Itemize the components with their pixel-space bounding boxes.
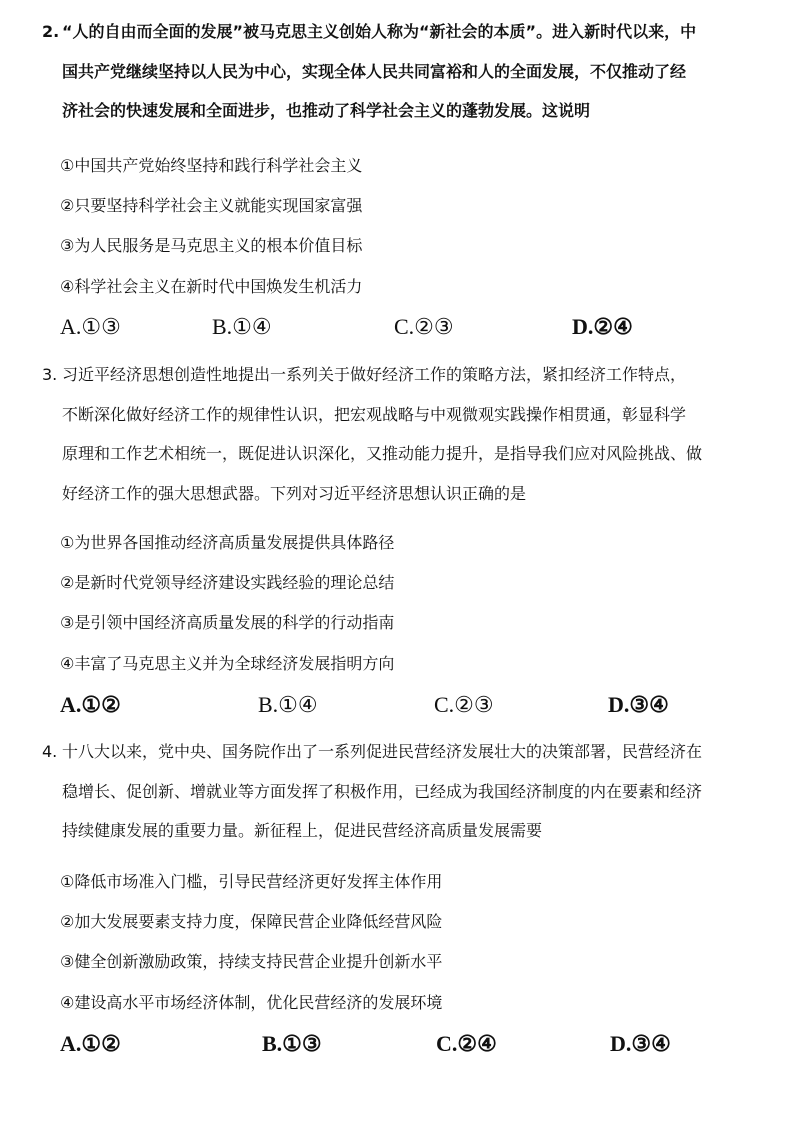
question-3-choice-d[interactable]: D.③④ xyxy=(608,692,669,717)
question-3-choices xyxy=(60,690,760,720)
question-4-choices xyxy=(60,1029,760,1059)
question-2-stem-line-1: 2. “人的自由而全面的发展”被马克思主义创始人称为“新社会的本质”。进入新时代以来，中 xyxy=(42,12,748,52)
question-4-choice-d[interactable]: D.③④ xyxy=(610,1031,671,1056)
question-3-statement-1: ①为世界各国推动经济高质量发展提供具体路径 xyxy=(60,533,395,552)
question-4-number: 4. xyxy=(42,742,58,761)
question-2-number: 2. xyxy=(42,22,60,41)
question-2-stem xyxy=(42,12,748,131)
question-3-statement-4: ④丰富了马克思主义并为全球经济发展指明方向 xyxy=(60,654,395,673)
question-4-choice-a[interactable]: A.①② xyxy=(60,1031,121,1056)
question-3-stem-line-3: 原理和工作艺术相统一，既促进认识深化，又推动能力提升，是指导我们应对风险挑战、做 xyxy=(62,444,703,463)
question-2-choices xyxy=(60,312,760,342)
question-3-stem-line-2: 不断深化做好经济工作的规律性认识，把宏观战略与中观微观实践操作相贯通，彰显科学 xyxy=(62,404,687,424)
question-4-statement-3: ③健全创新激励政策，持续支持民营企业提升创新水平 xyxy=(60,952,443,971)
question-2-statement-2: ②只要坚持科学社会主义就能实现国家富强 xyxy=(60,196,363,215)
question-2-choice-a[interactable]: A.①③ xyxy=(60,314,121,339)
question-4-stem-line-1: 4. 十八大以来，党中央、国务院作出了一系列促进民营经济发展壮大的决策部署，民营经济在 xyxy=(42,732,748,772)
question-2-statement-3: ③为人民服务是马克思主义的根本价值目标 xyxy=(60,236,363,255)
question-4-statement-2: ②加大发展要素支持力度，保障民营企业降低经营风险 xyxy=(60,912,443,931)
question-3-number: 3. xyxy=(42,365,58,384)
question-4-stem xyxy=(42,732,748,851)
question-2-stem-line-3: 济社会的快速发展和全面进步，也推动了科学社会主义的蓬勃发展。这说明 xyxy=(62,101,591,120)
question-4-choice-c[interactable]: C.②④ xyxy=(436,1031,497,1056)
question-3-choice-a[interactable]: A.①② xyxy=(60,692,121,717)
question-3-statement-2: ②是新时代党领导经济建设实践经验的理论总结 xyxy=(60,573,395,592)
question-3-stem-line-4: 好经济工作的强大思想武器。下列对习近平经济思想认识正确的是 xyxy=(62,483,527,503)
question-4-stem-line-3: 持续健康发展的重要力量。新征程上，促进民营经济高质量发展需要 xyxy=(62,821,543,840)
question-3-choice-c[interactable]: C.②③ xyxy=(434,692,494,717)
question-2-choice-b[interactable]: B.①④ xyxy=(212,314,272,339)
question-2-statement-4: ④科学社会主义在新时代中国焕发生机活力 xyxy=(60,277,363,296)
question-3-stem-line-1: 3. 习近平经济思想创造性地提出一系列关于做好经济工作的策略方法，紧扣经济工作特点， xyxy=(42,355,748,395)
question-4-choice-b[interactable]: B.①③ xyxy=(262,1031,322,1056)
question-2-choice-d[interactable]: D.②④ xyxy=(572,314,633,339)
question-4-stem-line-2: 稳增长、促创新、增就业等方面发挥了积极作用，已经成为我国经济制度的内在要素和经济 xyxy=(62,781,703,801)
question-2-stem-line-2: 国共产党继续坚持以人民为中心，实现全体人民共同富裕和人的全面发展，不仅推动了经 xyxy=(62,61,687,81)
question-2-statement-1: ①中国共产党始终坚持和践行科学社会主义 xyxy=(60,156,363,175)
question-3-choice-b[interactable]: B.①④ xyxy=(258,692,318,717)
question-4-statement-4: ④建设高水平市场经济体制，优化民营经济的发展环境 xyxy=(60,993,443,1012)
question-4-statement-1: ①降低市场准入门槛，引导民营经济更好发挥主体作用 xyxy=(60,872,443,891)
question-3-stem xyxy=(42,355,748,513)
question-3-statement-3: ③是引领中国经济高质量发展的科学的行动指南 xyxy=(60,613,395,632)
question-2-choice-c[interactable]: C.②③ xyxy=(394,314,454,339)
